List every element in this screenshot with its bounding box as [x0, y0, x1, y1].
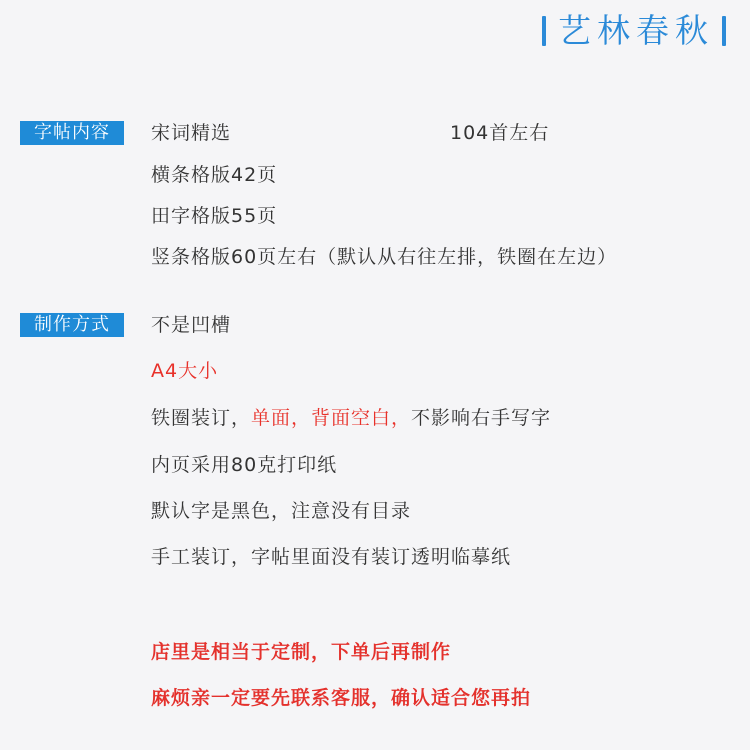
section-label-production: 制作方式: [20, 313, 124, 337]
notice-line-2: 麻烦亲一定要先联系客服，确认适合您再拍: [151, 687, 532, 709]
brand-bar-right: [722, 16, 726, 46]
production-line-3-highlight: 单面，背面空白，: [251, 407, 412, 429]
section-label-content: 字帖内容: [20, 121, 124, 145]
production-line-4: 内页采用80克打印纸: [151, 454, 338, 476]
content-line-4: 竖条格版60页左右（默认从右往左排，铁圈在左边）: [151, 246, 618, 268]
content-line-3: 田字格版55页: [151, 205, 278, 227]
production-line-1: 不是凹槽: [151, 314, 232, 336]
content-count: 104首左右: [450, 122, 550, 144]
production-line-3-suffix: 不影响右手写字: [411, 407, 552, 429]
content-line-2: 横条格版42页: [151, 164, 278, 186]
production-line-3-prefix: 铁圈装订，: [151, 407, 252, 429]
content-line-1: 宋词精选: [151, 122, 232, 144]
production-line-6: 手工装订，字帖里面没有装订透明临摹纸: [151, 546, 512, 568]
brand-logo: [542, 11, 726, 50]
brand-bar-left: [542, 16, 546, 46]
notice-line-1: 店里是相当于定制，下单后再制作: [151, 641, 452, 663]
production-line-3: [151, 406, 551, 430]
brand-name: 艺林春秋: [558, 11, 714, 50]
production-line-2: A4大小: [151, 360, 219, 382]
production-line-5: 默认字是黑色，注意没有目录: [151, 500, 412, 522]
